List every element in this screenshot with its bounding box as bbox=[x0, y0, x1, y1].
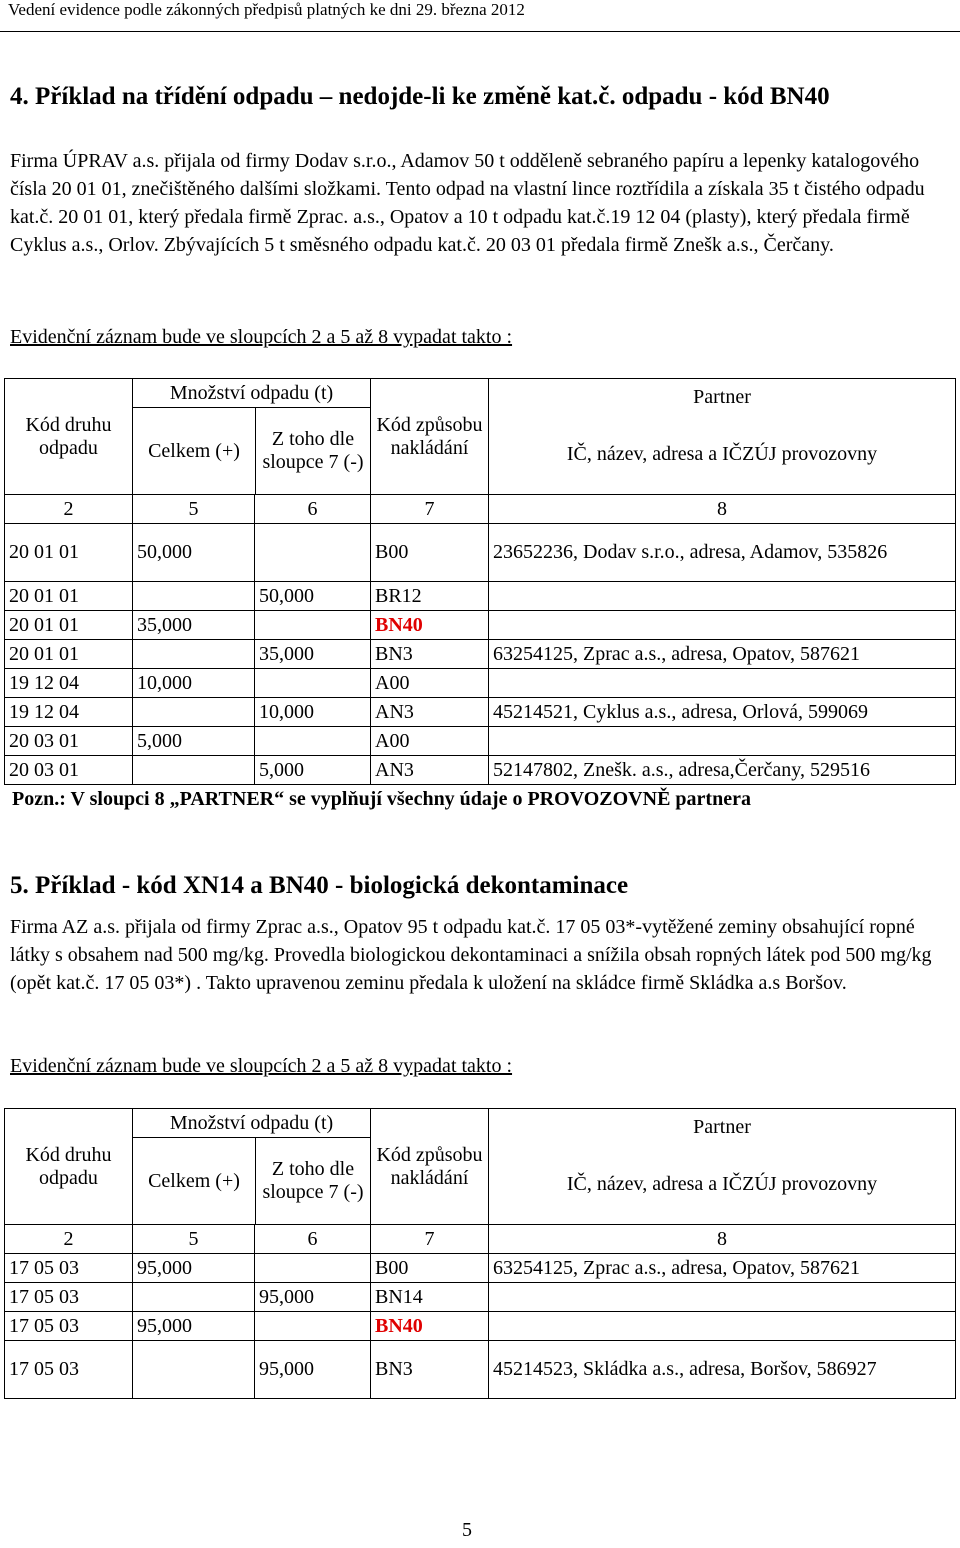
cell-partner bbox=[489, 1283, 956, 1312]
header-partner-title: Partner bbox=[693, 385, 751, 408]
cell-partner bbox=[489, 1312, 956, 1341]
header-celkem: Celkem (+) bbox=[148, 1169, 240, 1192]
cell-celkem: 95,000 bbox=[133, 1312, 255, 1341]
cell-zpusob: B00 bbox=[371, 524, 489, 582]
cell-kod: 19 12 04 bbox=[5, 698, 133, 727]
cell-z-toho: 10,000 bbox=[255, 698, 371, 727]
col-number: 6 bbox=[255, 1225, 371, 1254]
cell-z-toho bbox=[255, 669, 371, 698]
header-kod-druhu: Kód druhu odpadu bbox=[5, 379, 133, 495]
cell-partner: 45214521, Cyklus a.s., adresa, Orlová, 599069 bbox=[489, 698, 956, 727]
cell-z-toho: 95,000 bbox=[255, 1283, 371, 1312]
header-partner-sub: IČ, název, adresa a IČZÚJ provozovny bbox=[566, 442, 878, 465]
record-table-4 bbox=[4, 378, 956, 785]
column-number-row bbox=[5, 1225, 956, 1254]
cell-celkem: 5,000 bbox=[133, 727, 255, 756]
table-row bbox=[5, 756, 956, 785]
cell-partner bbox=[489, 727, 956, 756]
table-row bbox=[5, 1283, 956, 1312]
section-5-paragraph: Firma AZ a.s. přijala od firmy Zprac a.s., Opatov 95 t odpadu kat.č. 17 05 03*-vytěžené zeminy obsahující ropné látky s obsahem nad 500 mg/kg. Provedla biologickou dekontaminaci a snížila obsah ropných látek pod 500 mg/kg (opět kat.č. 17 05 03*) . Takto upravenou zeminu předala k uložení na skládce firmě Skládka a.s Boršov. bbox=[10, 916, 932, 994]
cell-partner bbox=[489, 669, 956, 698]
cell-kod: 20 03 01 bbox=[5, 727, 133, 756]
cell-kod: 20 03 01 bbox=[5, 756, 133, 785]
col-number: 8 bbox=[489, 495, 956, 524]
header-rule bbox=[0, 31, 960, 32]
cell-celkem: 95,000 bbox=[133, 1254, 255, 1283]
cell-kod: 19 12 04 bbox=[5, 669, 133, 698]
table-header-row bbox=[5, 379, 956, 495]
header-partner-sub: IČ, název, adresa a IČZÚJ provozovny bbox=[566, 1172, 878, 1195]
cell-celkem bbox=[133, 1283, 255, 1312]
cell-celkem: 50,000 bbox=[133, 524, 255, 582]
table-row bbox=[5, 640, 956, 669]
cell-z-toho bbox=[255, 1312, 371, 1341]
cell-z-toho bbox=[255, 524, 371, 582]
cell-kod: 17 05 03 bbox=[5, 1254, 133, 1283]
header-mnozstvi-title: Množství odpadu (t) bbox=[133, 379, 370, 408]
cell-kod: 20 01 01 bbox=[5, 582, 133, 611]
cell-partner: 63254125, Zprac a.s., adresa, Opatov, 587621 bbox=[489, 1254, 956, 1283]
cell-kod: 17 05 03 bbox=[5, 1312, 133, 1341]
cell-kod: 17 05 03 bbox=[5, 1283, 133, 1312]
cell-celkem: 10,000 bbox=[133, 669, 255, 698]
running-header: Vedení evidence podle zákonných předpisů platných ke dni 29. března 2012 bbox=[8, 0, 525, 19]
cell-z-toho: 50,000 bbox=[255, 582, 371, 611]
cell-kod: 17 05 03 bbox=[5, 1341, 133, 1399]
section-4-heading: 4. Příklad na třídění odpadu – nedojde-li ke změně kat.č. odpadu - kód BN40 bbox=[10, 83, 830, 110]
cell-z-toho bbox=[255, 727, 371, 756]
header-partner bbox=[489, 1109, 956, 1225]
table-row bbox=[5, 524, 956, 582]
table-row bbox=[5, 1254, 956, 1283]
record-table-5 bbox=[4, 1108, 956, 1399]
table-row bbox=[5, 1341, 956, 1399]
cell-kod: 20 01 01 bbox=[5, 524, 133, 582]
section-5-evidence-line: Evidenční záznam bude ve sloupcích 2 a 5 až 8 vypadat takto : bbox=[10, 1055, 513, 1077]
cell-celkem bbox=[133, 1341, 255, 1399]
col-number: 2 bbox=[5, 495, 133, 524]
cell-zpusob: BN14 bbox=[371, 1283, 489, 1312]
header-mnozstvi bbox=[133, 379, 371, 495]
table-header-row bbox=[5, 1109, 956, 1225]
table-row bbox=[5, 727, 956, 756]
cell-celkem bbox=[133, 756, 255, 785]
cell-partner: 52147802, Znešk. a.s., adresa,Čerčany, 529516 bbox=[489, 756, 956, 785]
cell-z-toho: 35,000 bbox=[255, 640, 371, 669]
table-row bbox=[5, 698, 956, 727]
cell-zpusob: BN3 bbox=[371, 1341, 489, 1399]
header-mnozstvi bbox=[133, 1109, 371, 1225]
section-4-evidence-line: Evidenční záznam bude ve sloupcích 2 a 5 až 8 vypadat takto : bbox=[10, 326, 513, 348]
page-number: 5 bbox=[462, 1519, 472, 1541]
header-kod-zpusobu: Kód způsobu nakládání bbox=[371, 379, 489, 495]
cell-zpusob-highlight: BN40 bbox=[371, 1312, 489, 1341]
cell-zpusob: AN3 bbox=[371, 756, 489, 785]
cell-z-toho: 95,000 bbox=[255, 1341, 371, 1399]
header-partner-title: Partner bbox=[693, 1115, 751, 1138]
cell-celkem bbox=[133, 640, 255, 669]
cell-celkem bbox=[133, 698, 255, 727]
cell-partner bbox=[489, 611, 956, 640]
cell-partner: 23652236, Dodav s.r.o., adresa, Adamov, 535826 bbox=[489, 524, 956, 582]
col-number: 7 bbox=[371, 1225, 489, 1254]
cell-zpusob: BN3 bbox=[371, 640, 489, 669]
cell-zpusob: AN3 bbox=[371, 698, 489, 727]
col-number: 2 bbox=[5, 1225, 133, 1254]
cell-zpusob: A00 bbox=[371, 669, 489, 698]
cell-z-toho: 5,000 bbox=[255, 756, 371, 785]
header-celkem: Celkem (+) bbox=[148, 439, 240, 462]
section-4-paragraph: Firma ÚPRAV a.s. přijala od firmy Dodav s.r.o., Adamov 50 t odděleně sebraného papíru a lepenky katalogového čísla 20 01 01, znečištěného dalšími složkami. Tento odpad na vlastní lince roztřídila a získala 35 t čistého odpadu kat.č. 20 01 01, který předala firmě Zprac. a.s., Opatov a 10 t odpadu kat.č.19 12 04 (plasty), který předala firmě Cyklus a.s., Orlov. Zbývajících 5 t směsného odpadu kat.č. 20 03 01 předala firmě Znešk a.s., Čerčany. bbox=[10, 150, 925, 256]
cell-z-toho bbox=[255, 611, 371, 640]
column-number-row bbox=[5, 495, 956, 524]
cell-z-toho bbox=[255, 1254, 371, 1283]
cell-celkem bbox=[133, 582, 255, 611]
col-number: 7 bbox=[371, 495, 489, 524]
header-kod-druhu: Kód druhu odpadu bbox=[5, 1109, 133, 1225]
table-row bbox=[5, 582, 956, 611]
cell-kod: 20 01 01 bbox=[5, 611, 133, 640]
col-number: 5 bbox=[133, 495, 255, 524]
cell-kod: 20 01 01 bbox=[5, 640, 133, 669]
table-row bbox=[5, 1312, 956, 1341]
cell-zpusob-highlight: BN40 bbox=[371, 611, 489, 640]
cell-zpusob: BR12 bbox=[371, 582, 489, 611]
cell-partner: 63254125, Zprac a.s., adresa, Opatov, 587621 bbox=[489, 640, 956, 669]
header-z-toho: Z toho dle sloupce 7 (-) bbox=[255, 1138, 370, 1224]
cell-zpusob: A00 bbox=[371, 727, 489, 756]
header-partner bbox=[489, 379, 956, 495]
cell-partner: 45214523, Skládka a.s., adresa, Boršov, 586927 bbox=[489, 1341, 956, 1399]
header-mnozstvi-title: Množství odpadu (t) bbox=[133, 1109, 370, 1138]
table-row bbox=[5, 669, 956, 698]
col-number: 6 bbox=[255, 495, 371, 524]
section-5-heading: 5. Příklad - kód XN14 a BN40 - biologická dekontaminace bbox=[10, 872, 629, 899]
col-number: 8 bbox=[489, 1225, 956, 1254]
cell-celkem: 35,000 bbox=[133, 611, 255, 640]
partner-note: Pozn.: V sloupci 8 „PARTNER“ se vyplňují všechny údaje o PROVOZOVNĚ partnera bbox=[12, 788, 751, 810]
cell-zpusob: B00 bbox=[371, 1254, 489, 1283]
table-row bbox=[5, 611, 956, 640]
cell-partner bbox=[489, 582, 956, 611]
col-number: 5 bbox=[133, 1225, 255, 1254]
header-kod-zpusobu: Kód způsobu nakládání bbox=[371, 1109, 489, 1225]
header-z-toho: Z toho dle sloupce 7 (-) bbox=[255, 408, 370, 494]
